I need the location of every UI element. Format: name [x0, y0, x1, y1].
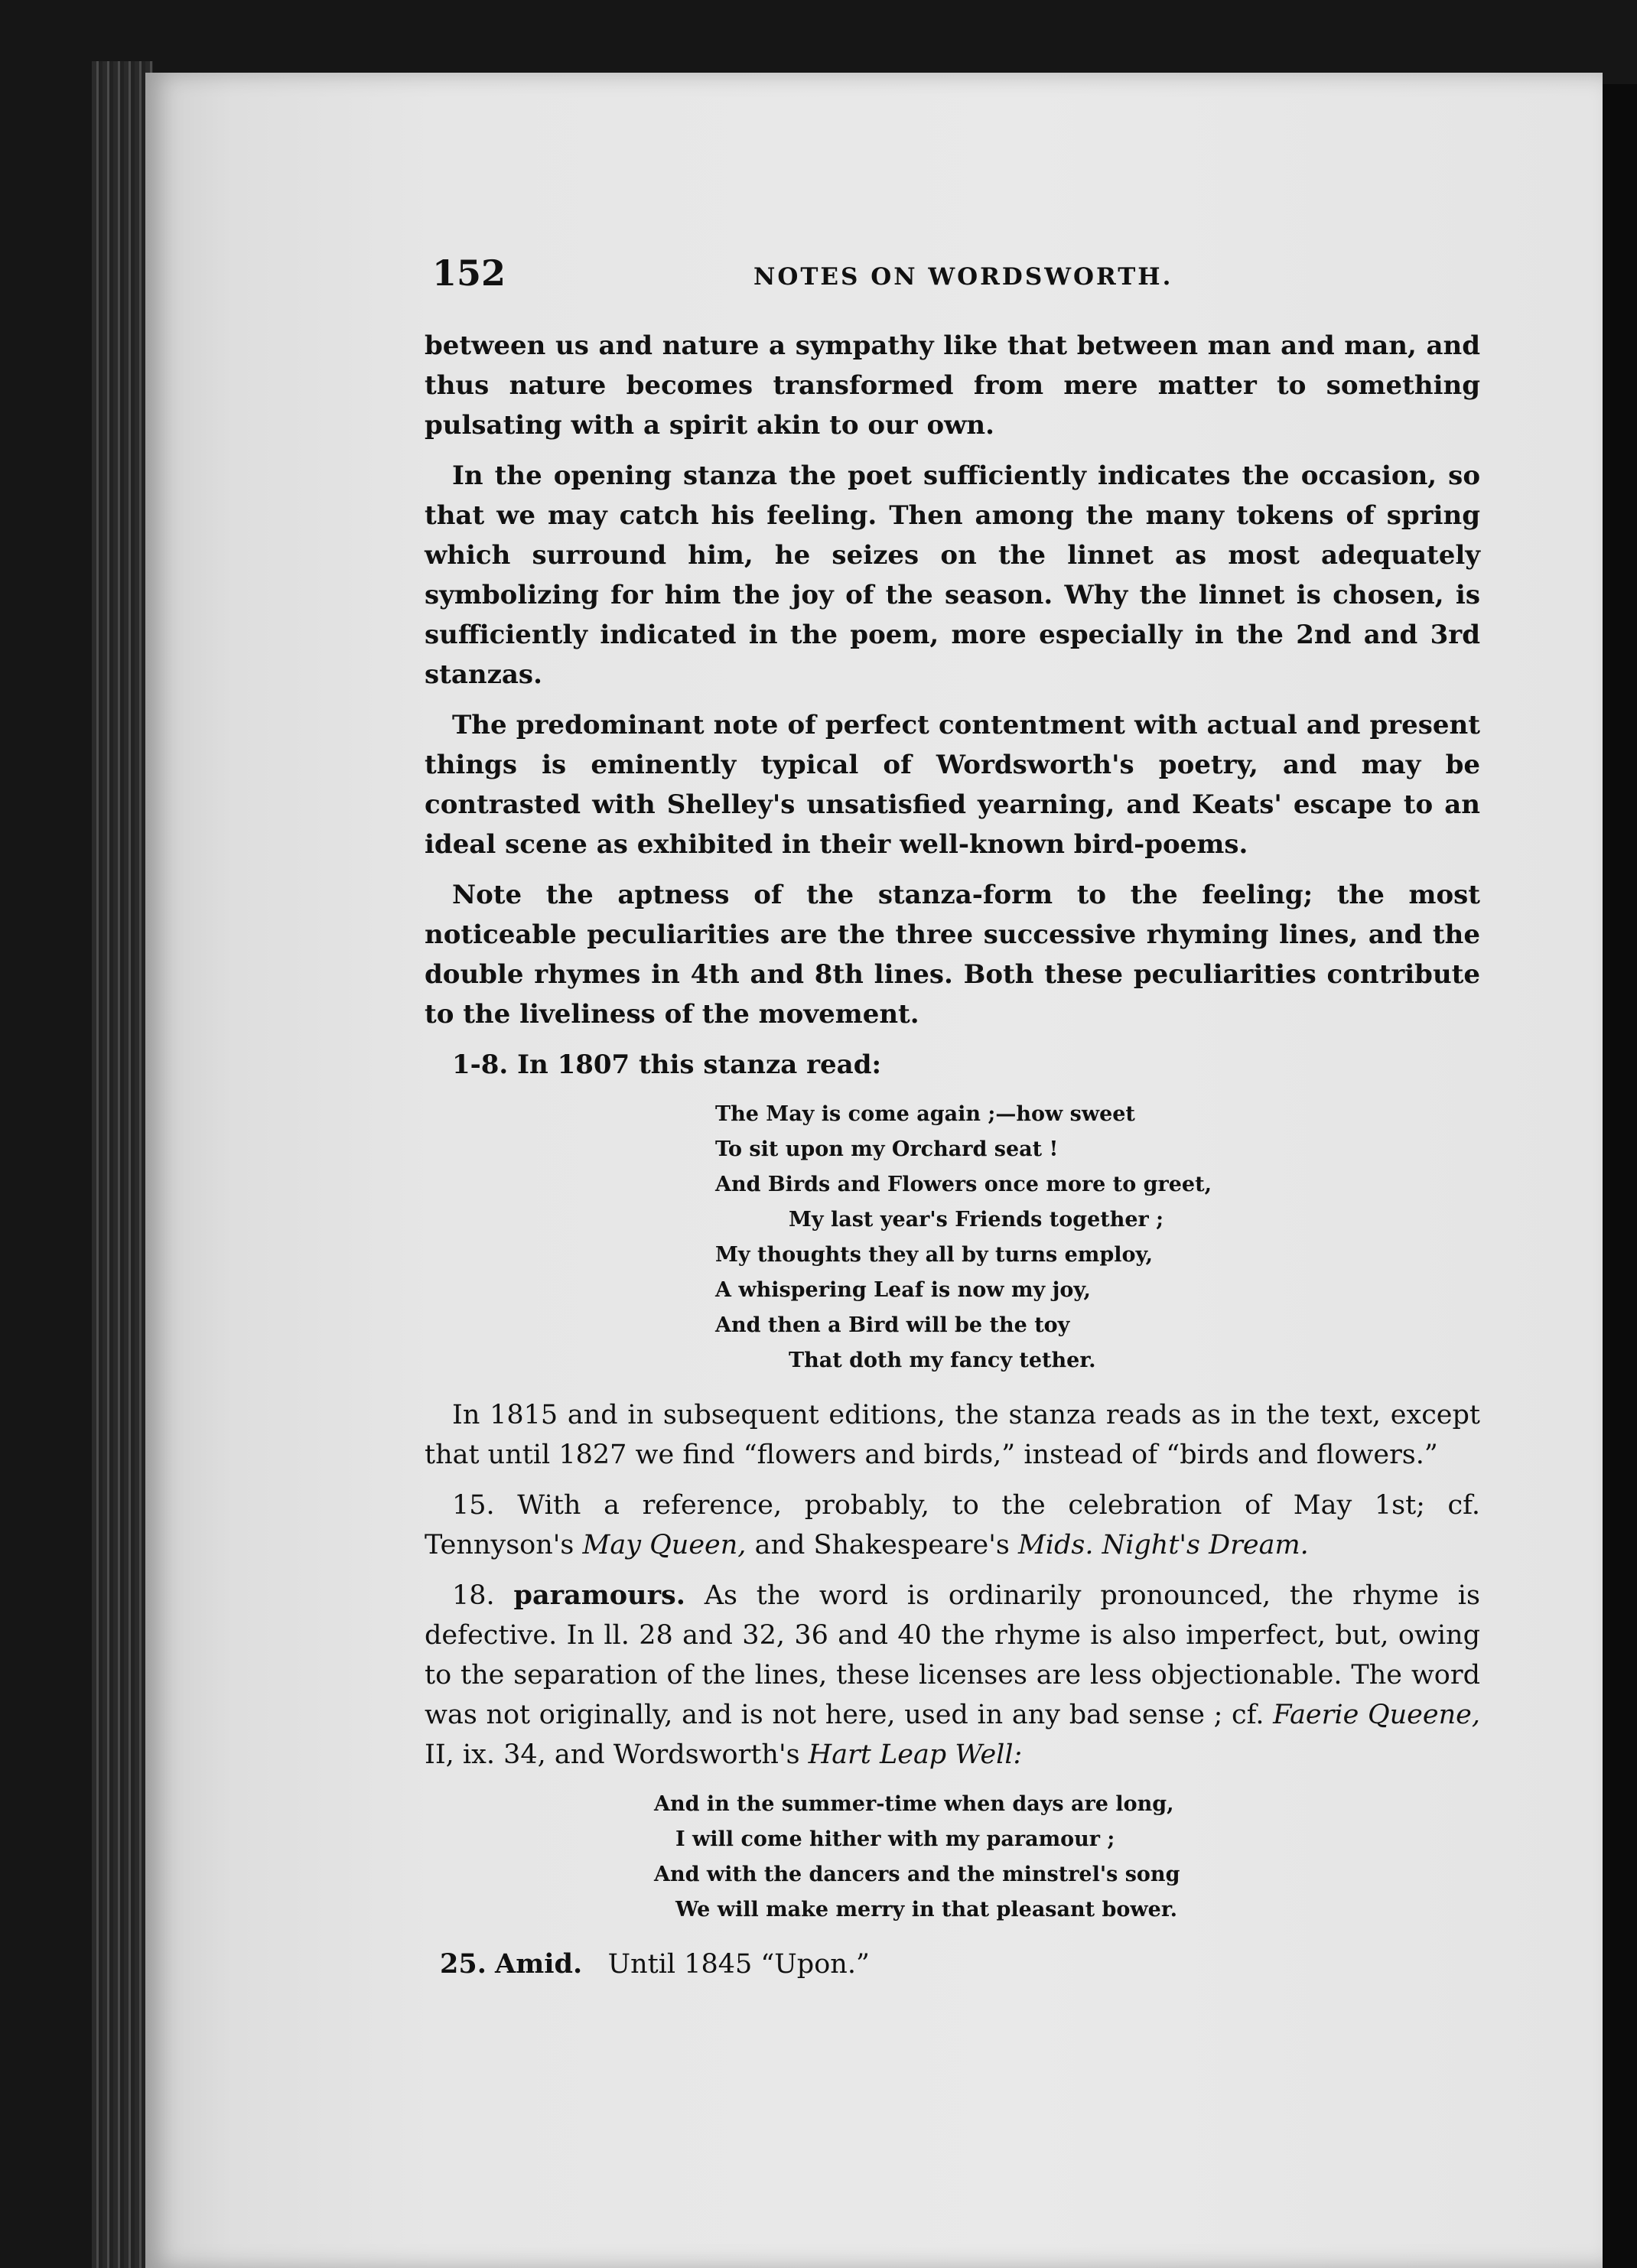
page-number: 152 — [432, 252, 506, 294]
paragraph-3: The predominant note of perfect contentment with actual and present things is eminently typical of Wordsworth's poetry, and may be contrasted with Shelley's unsatisfied yearning, and Keats' escape to an ideal scene as exhibited in their well-known bird-poems. — [425, 710, 1480, 860]
note-18-word: paramours. — [513, 1580, 685, 1611]
paragraph-1: between us and nature a sympathy like that between man and man, and thus nature becomes transformed from mere matter to something pulsating with a spirit akin to our own. — [425, 330, 1480, 441]
verse-1807 — [715, 1097, 1480, 1378]
verse-line: A whispering Leaf is now my joy, — [715, 1278, 1091, 1302]
verse-line: To sit upon my Orchard seat ! — [715, 1137, 1059, 1161]
running-head — [425, 252, 1480, 306]
verse-line: My thoughts they all by turns employ, — [715, 1243, 1153, 1267]
note-18-head: 18. — [452, 1580, 495, 1611]
verse-line: I will come hither with my paramour ; — [675, 1827, 1115, 1851]
verse-line: And then a Bird will be the toy — [715, 1313, 1070, 1337]
note-25-word: Amid. — [495, 1948, 583, 1980]
note-25-head: 25. — [440, 1948, 487, 1980]
verse-hart-leap-well — [654, 1787, 1480, 1928]
note-18-italic-2: Hart Leap Well: — [808, 1739, 1023, 1770]
paragraph-4: Note the aptness of the stanza-form to the feeling; the most noticeable peculiarities are the three successive rhyming lines, and the double rhymes in 4th and 8th lines. Both these peculiarities contribute to the liveliness of the movement. — [425, 880, 1480, 1030]
note-15-italic-2: Mids. Night's Dream. — [1017, 1530, 1309, 1560]
note-1-8-head: 1-8. — [452, 1049, 509, 1080]
verse-line: And in the summer-time when days are long, — [654, 1792, 1174, 1816]
note-18-text-2: II, ix. 34, and Wordsworth's — [425, 1739, 800, 1770]
note-18-text-1: As the word is ordinarily pronounced, the rhyme is defective. In ll. 28 and 32, 36 and 40 the rhyme is also imperfect, but, owing to the separation of the lines, these licenses are less objectionable. The word was not originally, and is not here, used in any bad sense ; cf. — [425, 1580, 1480, 1730]
note-15-text-1: With a reference, probably, to the celebration of May 1st; cf. Tennyson's — [425, 1490, 1480, 1560]
note-1-8-after: In 1815 and in subsequent editions, the stanza reads as in the text, except that until 1827 we find “flowers and birds,” instead of “birds and flowers.” — [425, 1400, 1480, 1470]
page-content — [425, 252, 1480, 1995]
note-15-italic-1: May Queen, — [582, 1530, 747, 1560]
page-edge-shadow — [1603, 84, 1637, 2268]
verse-line: And Birds and Flowers once more to greet, — [715, 1173, 1212, 1196]
note-18 — [425, 1576, 1480, 1775]
note-25 — [425, 1944, 1480, 1984]
note-1-8-text: In 1807 this stanza read: — [517, 1049, 882, 1080]
note-15-text-2: and Shakespeare's — [754, 1530, 1010, 1560]
note-18-italic-1: Faerie Queene, — [1273, 1700, 1480, 1730]
header-title: NOTES ON WORDSWORTH. — [753, 263, 1173, 291]
note-1-8 — [425, 1045, 1480, 1085]
verse-line: That doth my fancy tether. — [789, 1349, 1096, 1372]
note-15-head: 15. — [452, 1490, 495, 1521]
verse-line: My last year's Friends together ; — [789, 1208, 1164, 1232]
paragraph-2: In the opening stanza the poet sufficiently indicates the occasion, so that we may catch his feeling. Then among the many tokens of spring which surround him, he seizes on the linnet as most adequately symbolizing for him the joy of the season. Why the linnet is chosen, is sufficiently indicated in the poem, more especially in the 2nd and 3rd stanzas. — [425, 460, 1480, 690]
verse-line: And with the dancers and the minstrel's song — [654, 1863, 1180, 1886]
note-15 — [425, 1485, 1480, 1565]
book-gutter — [92, 61, 153, 2268]
verse-line: The May is come again ;—how sweet — [715, 1102, 1135, 1126]
verse-line: We will make merry in that pleasant bower. — [675, 1898, 1177, 1921]
note-25-text: Until 1845 “Upon.” — [607, 1949, 870, 1980]
